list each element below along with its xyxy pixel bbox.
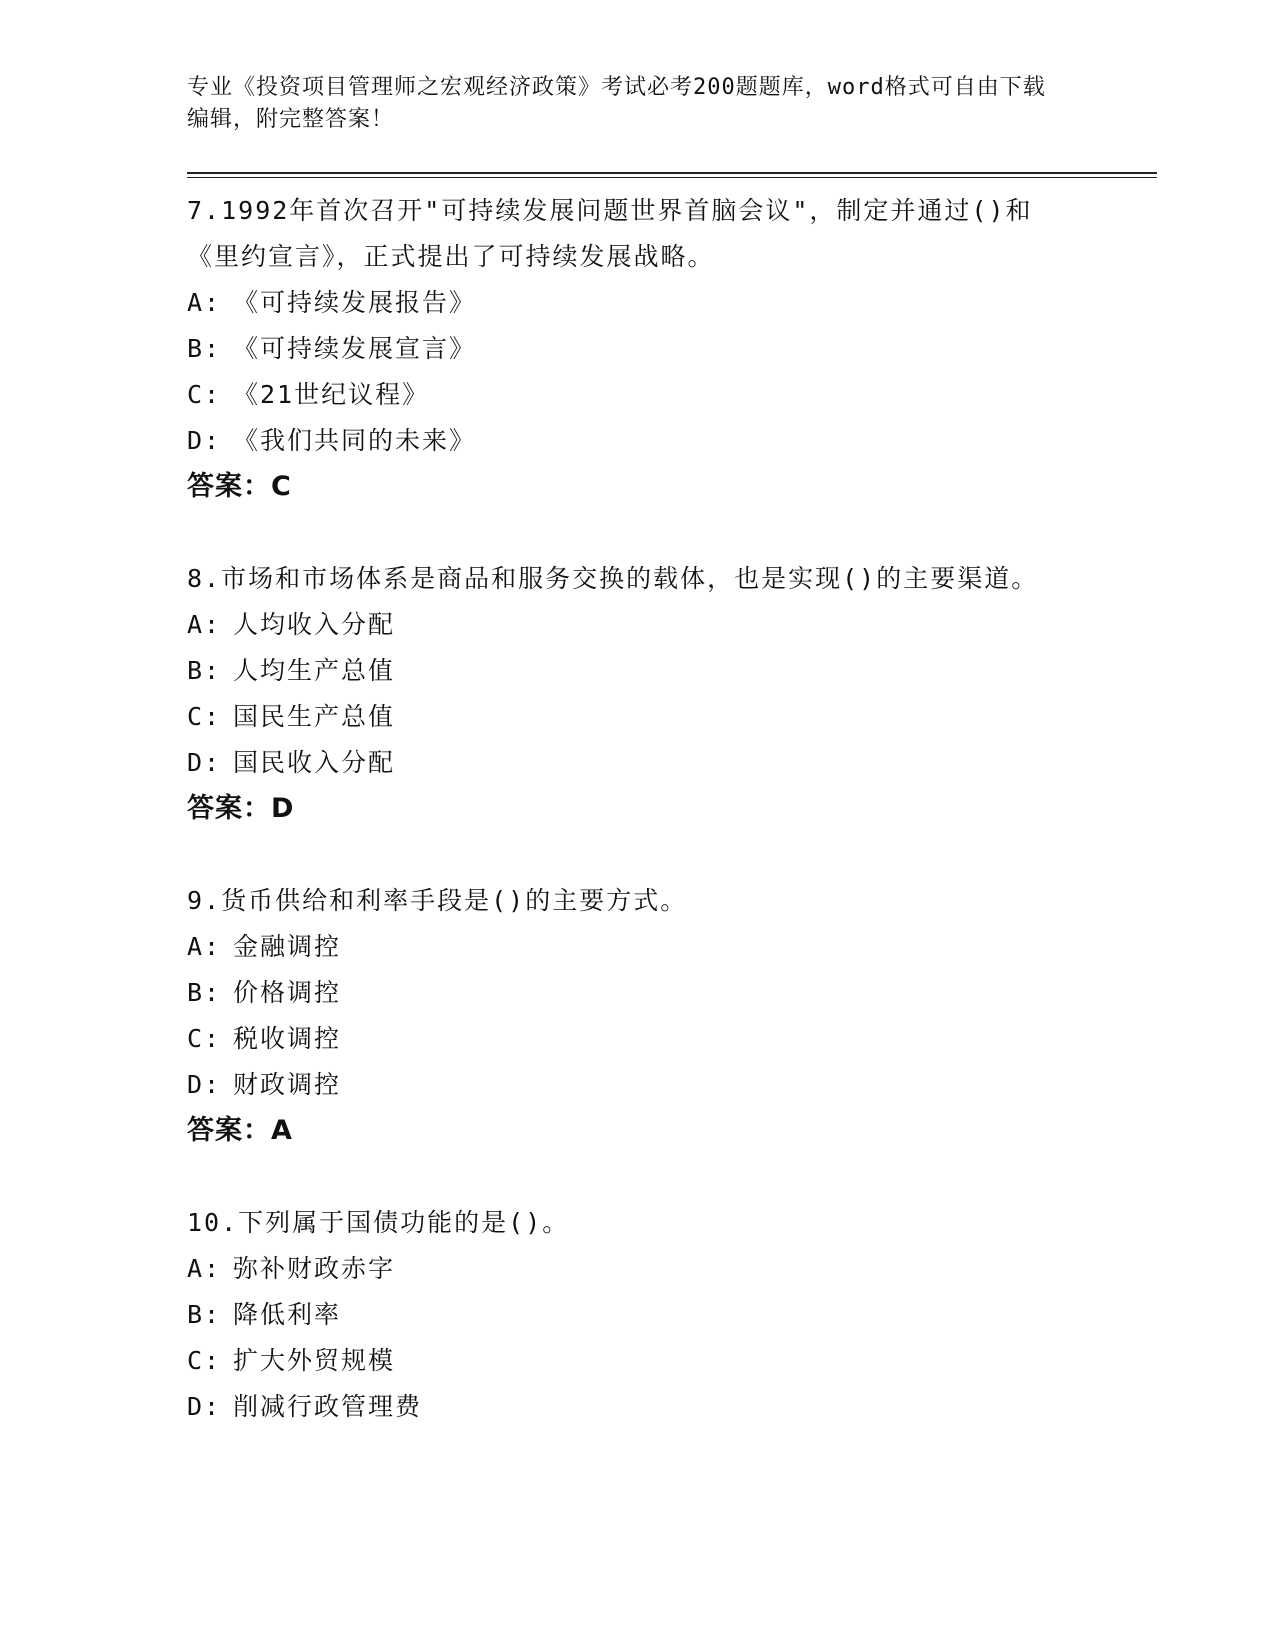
option-text: 扩大外贸规模 <box>233 1346 396 1375</box>
option-letter: A: <box>187 610 222 639</box>
answer-option <box>187 924 1157 970</box>
answer-option <box>187 280 1157 326</box>
answer-option <box>187 694 1157 740</box>
option-letter: D: <box>187 1070 222 1099</box>
header-divider-thick <box>187 172 1157 174</box>
question-block-3 <box>187 878 1157 1154</box>
option-letter: C: <box>187 380 222 409</box>
answer-option <box>187 372 1157 418</box>
question-options <box>187 924 1157 1108</box>
answer-option <box>187 1292 1157 1338</box>
option-letter: A: <box>187 932 222 961</box>
answer-option <box>187 326 1157 372</box>
option-text: 《可持续发展宣言》 <box>233 334 477 363</box>
answer-option <box>187 1246 1157 1292</box>
option-letter: D: <box>187 748 222 777</box>
option-letter: B: <box>187 1300 222 1329</box>
answer-option <box>187 1062 1157 1108</box>
question-block-4 <box>187 1200 1157 1430</box>
answer-option <box>187 740 1157 786</box>
question-block-1 <box>187 188 1157 510</box>
option-letter: D: <box>187 1392 222 1421</box>
header-divider-thin <box>187 177 1157 178</box>
option-text: 税收调控 <box>233 1024 342 1053</box>
question-list <box>187 188 1157 1430</box>
option-text: 人均收入分配 <box>233 610 396 639</box>
option-letter: A: <box>187 1254 222 1283</box>
question-stem: 8.市场和市场体系是商品和服务交换的载体，也是实现()的主要渠道。 <box>187 564 1039 593</box>
document-header: 专业《投资项目管理师之宏观经济政策》考试必考200题题库，word格式可自由下载编辑，附完整答案！ <box>187 75 1046 132</box>
question-answer: 答案：A <box>187 1115 293 1146</box>
question-answer: 答案：D <box>187 793 295 824</box>
option-text: 《21世纪议程》 <box>233 380 430 409</box>
answer-option <box>187 1338 1157 1384</box>
question-stem: 10.下列属于国债功能的是()。 <box>187 1208 570 1237</box>
option-letter: B: <box>187 334 222 363</box>
question-block-2 <box>187 556 1157 832</box>
answer-option <box>187 1384 1157 1430</box>
option-letter: D: <box>187 426 222 455</box>
option-text: 弥补财政赤字 <box>233 1254 396 1283</box>
question-stem: 9.货币供给和利率手段是()的主要方式。 <box>187 886 688 915</box>
option-text: 人均生产总值 <box>233 656 396 685</box>
option-text: 国民收入分配 <box>233 748 396 777</box>
option-letter: C: <box>187 702 222 731</box>
question-answer: 答案：C <box>187 471 292 502</box>
option-text: 财政调控 <box>233 1070 342 1099</box>
question-options <box>187 280 1157 464</box>
option-letter: B: <box>187 978 222 1007</box>
option-text: 降低利率 <box>233 1300 342 1329</box>
option-text: 削减行政管理费 <box>233 1392 423 1421</box>
option-text: 《可持续发展报告》 <box>233 288 477 317</box>
question-options <box>187 602 1157 786</box>
option-letter: C: <box>187 1024 222 1053</box>
answer-option <box>187 602 1157 648</box>
option-text: 价格调控 <box>233 978 342 1007</box>
option-letter: B: <box>187 656 222 685</box>
answer-option <box>187 648 1157 694</box>
option-letter: C: <box>187 1346 222 1375</box>
document-page <box>187 72 1157 1476</box>
answer-option <box>187 418 1157 464</box>
option-text: 金融调控 <box>233 932 342 961</box>
option-letter: A: <box>187 288 222 317</box>
question-options <box>187 1246 1157 1430</box>
option-text: 国民生产总值 <box>233 702 396 731</box>
question-stem: 7.1992年首次召开"可持续发展问题世界首脑会议"，制定并通过()和《里约宣言》，正式提出了可持续发展战略。 <box>187 196 1033 271</box>
option-text: 《我们共同的未来》 <box>233 426 477 455</box>
answer-option <box>187 1016 1157 1062</box>
answer-option <box>187 970 1157 1016</box>
